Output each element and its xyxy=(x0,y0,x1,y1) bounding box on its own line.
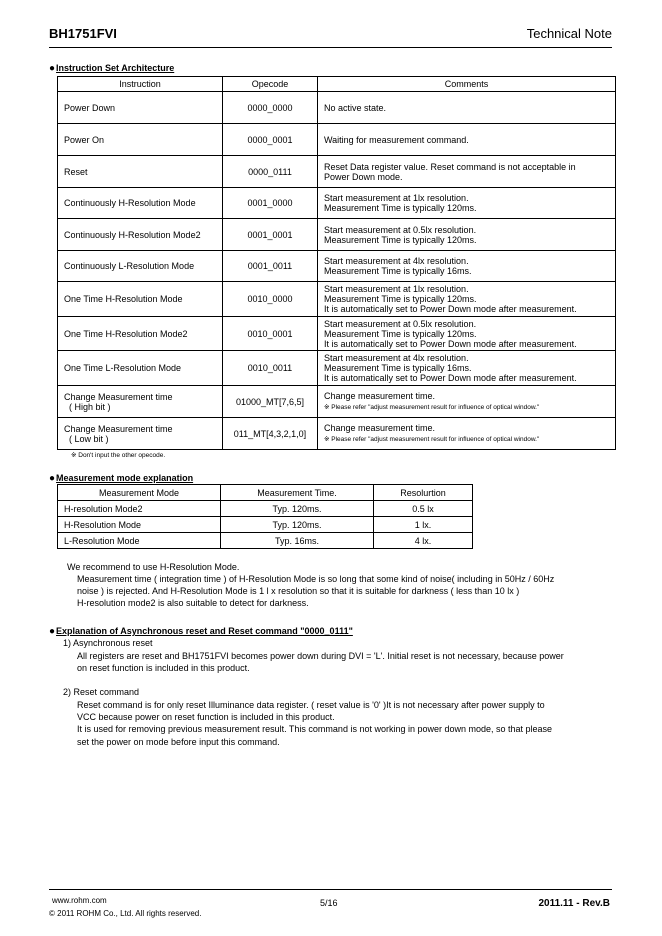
instruction-cell xyxy=(58,156,223,188)
bullet-icon: ● xyxy=(49,63,56,74)
mode-cell: L-Resolution Mode xyxy=(58,533,221,549)
comment-line: Start measurement at 0.5lx resolution. xyxy=(324,318,477,329)
opecode-cell: 0010_0011 xyxy=(223,351,318,386)
header-rule xyxy=(49,47,612,48)
comment-line: Start measurement at 4lx resolution. xyxy=(324,256,469,266)
instruction-line: Change Measurement time xyxy=(64,423,173,434)
table-row xyxy=(58,351,616,386)
comment-note: ※ Please refer "adjust measurement result for influence of optical window." xyxy=(324,435,540,443)
mode-table xyxy=(57,484,473,549)
reset-item2-line: VCC because power on reset function is included in this product. xyxy=(77,712,335,723)
table-row xyxy=(58,156,616,188)
comment-line: It is automatically set to Power Down mode after measurement. xyxy=(324,338,577,349)
page-header xyxy=(49,26,612,44)
table-row xyxy=(58,317,616,351)
instruction-cell xyxy=(58,188,223,219)
comment-line: Waiting for measurement command. xyxy=(324,134,469,145)
opecode-cell: 0010_0001 xyxy=(223,317,318,351)
comment-line: No active state. xyxy=(324,102,387,113)
table-row xyxy=(58,501,473,517)
opecode-footnote: ※ Don't input the other opecode. xyxy=(71,452,166,459)
instruction-line: ( Low bit ) xyxy=(64,433,109,444)
mode-section-title xyxy=(49,473,193,484)
instruction-cell xyxy=(58,219,223,251)
instruction-cell xyxy=(58,351,223,386)
table-row xyxy=(58,188,616,219)
resolution-cell: 1 lx. xyxy=(374,517,473,533)
comment-line: Reset Data register value. Reset command is not acceptable in xyxy=(324,161,576,172)
table-row xyxy=(58,251,616,282)
opecode-cell: 0000_0111 xyxy=(223,156,318,188)
table-row xyxy=(58,386,616,418)
comments-cell xyxy=(318,188,616,219)
comment-line: Start measurement at 4lx resolution. xyxy=(324,353,469,363)
comment-line: Power Down mode. xyxy=(324,171,403,182)
table-row xyxy=(58,92,616,124)
resolution-cell: 4 lx. xyxy=(374,533,473,549)
time-cell: Typ. 120ms. xyxy=(221,517,374,533)
mode-cell: H-Resolution Mode xyxy=(58,517,221,533)
table-row xyxy=(58,124,616,156)
reset-item2-line: It is used for removing previous measurement result. This command is not working in power down mode, so that please xyxy=(77,724,553,735)
opecode-cell: 0001_0000 xyxy=(223,188,318,219)
opecode-cell: 0000_0001 xyxy=(223,124,318,156)
opecode-cell: 01000_MT[7,6,5] xyxy=(223,386,318,418)
table-row xyxy=(58,533,473,549)
reset-item1-body xyxy=(77,650,564,674)
opecode-cell: 011_MT[4,3,2,1,0] xyxy=(223,418,318,450)
comment-line: Measurement Time is typically 16ms. xyxy=(324,266,472,276)
comments-cell xyxy=(318,251,616,282)
instruction-line: One Time H-Resolution Mode2 xyxy=(64,328,188,339)
reset-item2-head: 2) Reset command xyxy=(63,687,140,697)
comment-line: Start measurement at 0.5lx resolution. xyxy=(324,224,477,235)
comments-cell xyxy=(318,282,616,317)
instruction-table xyxy=(57,76,616,450)
part-number: BH1751FVI xyxy=(49,26,117,41)
comment-line: Measurement Time is typically 120ms. xyxy=(324,234,477,245)
comments-cell xyxy=(318,418,616,450)
comment-note: ※ Please refer "adjust measurement result for influence of optical window." xyxy=(324,403,540,411)
comment-line: Measurement Time is typically 120ms. xyxy=(324,328,477,339)
revision-label: 2011.11 - Rev.B xyxy=(538,898,610,909)
reset-item1-line: All registers are reset and BH1751FVI becomes power down during DVI = 'L'. Initial reset is not necessary, because power xyxy=(77,651,564,661)
instruction-cell xyxy=(58,92,223,124)
mode-table-body xyxy=(58,501,473,549)
comments-cell xyxy=(318,92,616,124)
comments-cell xyxy=(318,351,616,386)
recommend-line: Measurement time ( integration time ) of H-Resolution Mode is so long that some kind of noise( including in 50Hz / 60Hz xyxy=(77,574,555,584)
comments-cell xyxy=(318,156,616,188)
page-number: 5/16 xyxy=(320,898,338,908)
instruction-section-title xyxy=(49,63,174,74)
table-row xyxy=(58,219,616,251)
opecode-cell: 0001_0001 xyxy=(223,219,318,251)
opecode-cell: 0000_0000 xyxy=(223,92,318,124)
footer-copyright: © 2011 ROHM Co., Ltd. All rights reserved. xyxy=(49,909,202,918)
comment-line: Start measurement at 1lx resolution. xyxy=(324,284,469,294)
mode-section-title-text: Measurement mode explanation xyxy=(56,473,194,483)
comment-line: It is automatically set to Power Down mode after measurement. xyxy=(324,304,577,314)
footer-rule xyxy=(49,889,612,890)
instruction-line: Continuously H-Resolution Mode2 xyxy=(64,229,201,240)
col-resolution-header: Resolurtion xyxy=(374,485,473,501)
comments-cell xyxy=(318,219,616,251)
comments-cell xyxy=(318,317,616,351)
instruction-cell xyxy=(58,124,223,156)
comment-line: Measurement Time is typically 16ms. xyxy=(324,363,472,373)
col-mode-header: Measurement Mode xyxy=(58,485,221,501)
instruction-line: Continuously H-Resolution Mode xyxy=(64,198,196,208)
instruction-cell xyxy=(58,317,223,351)
instruction-line: One Time L-Resolution Mode xyxy=(64,363,182,373)
reset-item1-head: 1) Asynchronous reset xyxy=(63,638,153,648)
instruction-line: Continuously L-Resolution Mode xyxy=(64,261,195,271)
reset-section-title xyxy=(49,626,353,637)
col-comments-header: Comments xyxy=(318,77,616,92)
resolution-cell: 0.5 lx xyxy=(374,501,473,517)
col-instruction-header: Instruction xyxy=(58,77,223,92)
instruction-section-title-text: Instruction Set Architecture xyxy=(56,63,175,73)
mode-cell: H-resolution Mode2 xyxy=(58,501,221,517)
instruction-line: One Time H-Resolution Mode xyxy=(64,294,183,304)
instruction-cell xyxy=(58,386,223,418)
bullet-icon: ● xyxy=(49,473,56,484)
opecode-cell: 0010_0000 xyxy=(223,282,318,317)
document-type: Technical Note xyxy=(526,26,612,41)
comment-line: Measurement Time is typically 120ms. xyxy=(324,203,477,213)
reset-item2-line: set the power on mode before input this command. xyxy=(77,736,280,747)
bullet-icon: ● xyxy=(49,626,56,637)
recommend-lead: We recommend to use H-Resolution Mode. xyxy=(67,562,240,572)
recommend-line: H-resolution mode2 is also suitable to detect for darkness. xyxy=(77,598,309,609)
instruction-line: Power On xyxy=(64,134,105,145)
comment-line: Change measurement time. xyxy=(324,390,436,401)
reset-section-title-text: Explanation of Asynchronous reset and Reset command "0000_0111" xyxy=(56,626,353,636)
comment-line: It is automatically set to Power Down mode after measurement. xyxy=(324,373,577,383)
table-row xyxy=(58,282,616,317)
time-cell: Typ. 120ms. xyxy=(221,501,374,517)
table-header-row xyxy=(58,485,473,501)
comment-line: Change measurement time. xyxy=(324,422,436,433)
comments-cell xyxy=(318,124,616,156)
comment-line: Start measurement at 1lx resolution. xyxy=(324,193,469,203)
footer-url: www.rohm.com xyxy=(52,896,107,905)
instruction-cell xyxy=(58,418,223,450)
comments-cell xyxy=(318,386,616,418)
table-row xyxy=(58,418,616,450)
col-opecode-header: Opecode xyxy=(223,77,318,92)
comment-line: Measurement Time is typically 120ms. xyxy=(324,294,477,304)
instruction-table-body xyxy=(58,92,616,450)
recommend-body xyxy=(77,573,554,610)
instruction-line: ( High bit ) xyxy=(64,401,111,412)
instruction-cell xyxy=(58,282,223,317)
opecode-cell: 0001_0011 xyxy=(223,251,318,282)
recommend-line: noise ) is rejected. And H-Resolution Mode is 1 l x resolution so that it is suitable for darkness ( less than 10 lx ) xyxy=(77,586,520,597)
reset-item2-line: Reset command is for only reset Illuminance data register. ( reset value is '0' )It is not necessary after power supply to xyxy=(77,700,545,710)
instruction-line: Reset xyxy=(64,166,88,177)
time-cell: Typ. 16ms. xyxy=(221,533,374,549)
instruction-line: Change Measurement time xyxy=(64,391,173,402)
reset-item2-body xyxy=(77,699,552,748)
table-header-row xyxy=(58,77,616,92)
table-row xyxy=(58,517,473,533)
instruction-line: Power Down xyxy=(64,102,116,113)
instruction-cell xyxy=(58,251,223,282)
col-time-header: Measurement Time. xyxy=(221,485,374,501)
reset-item1-line: on reset function is included in this product. xyxy=(77,663,250,674)
